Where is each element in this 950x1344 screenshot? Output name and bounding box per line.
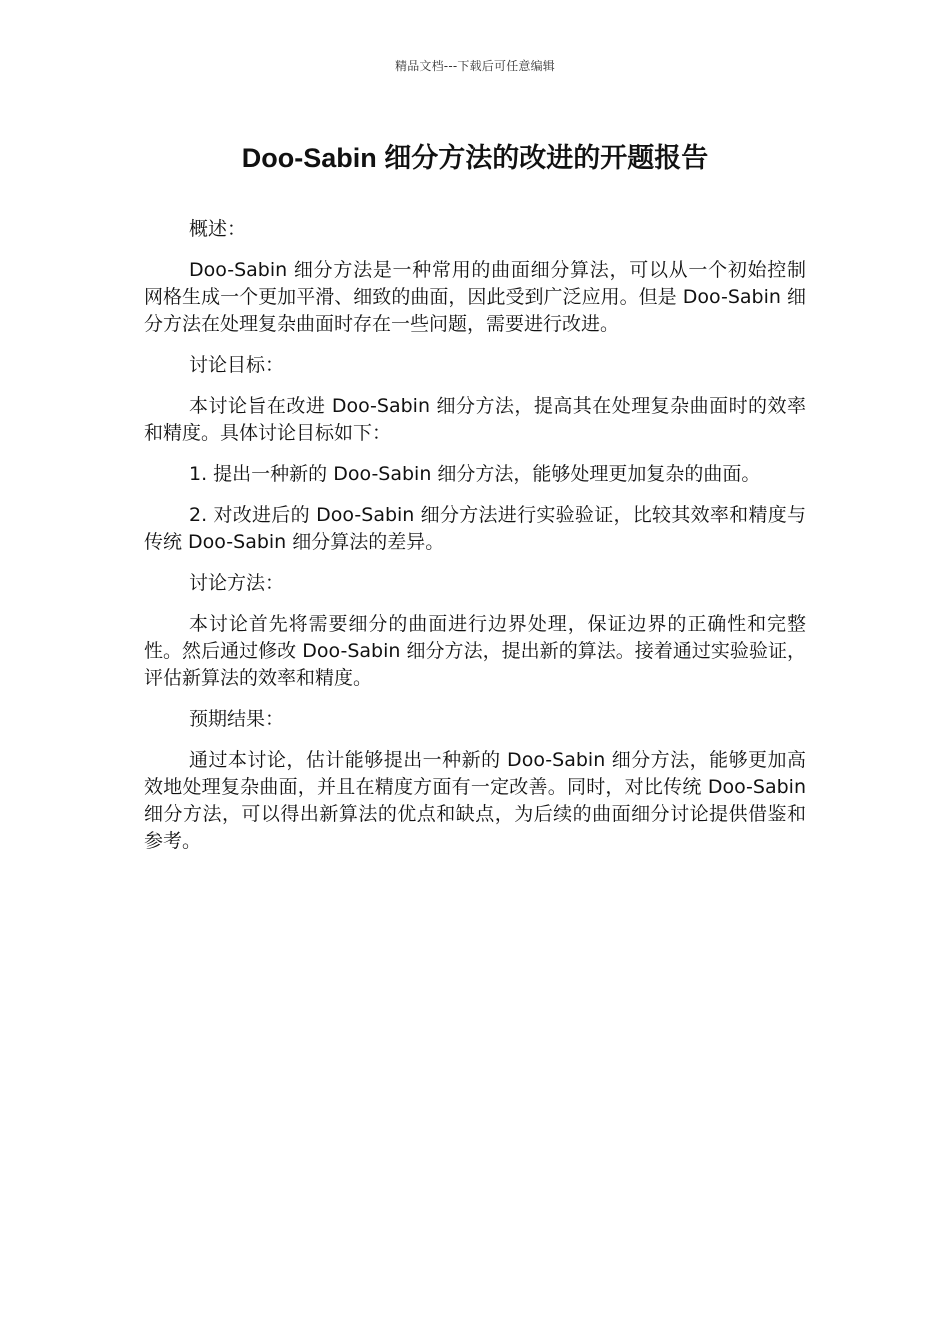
goal-heading: 讨论目标： bbox=[189, 354, 285, 376]
goal-item-1: 1. 提出一种新的 Doo-Sabin 细分方法，能够处理更加复杂的曲面。 bbox=[189, 463, 761, 485]
page-header: 精品文档---下载后可任意编辑 bbox=[395, 59, 555, 73]
goal-item-2: 2. 对改进后的 Doo-Sabin 细分方法进行实验验证，比较其效率和精度与传统 Doo-Sabin 细分算法的差异。 bbox=[144, 504, 806, 553]
document-body bbox=[144, 216, 806, 869]
overview-heading: 概述： bbox=[189, 218, 247, 240]
document-title: Doo-Sabin 细分方法的改进的开题报告 bbox=[241, 143, 709, 173]
method-paragraph: 本讨论首先将需要细分的曲面进行边界处理，保证边界的正确性和完整性。然后通过修改 Doo-Sabin 细分方法，提出新的算法。接着通过实验验证，评估新算法的效率和精度。 bbox=[144, 613, 806, 689]
overview-paragraph: Doo-Sabin 细分方法是一种常用的曲面细分算法，可以从一个初始控制网格生成一个更加平滑、细致的曲面，因此受到广泛应用。但是 Doo-Sabin 细分方法在处理复杂曲面时存在一些问题，需要进行改进。 bbox=[144, 259, 806, 335]
method-heading: 讨论方法： bbox=[189, 572, 285, 594]
result-paragraph: 通过本讨论，估计能够提出一种新的 Doo-Sabin 细分方法，能够更加高效地处理复杂曲面，并且在精度方面有一定改善。同时，对比传统 Doo-Sabin 细分方法，可以得出新算法的优点和缺点，为后续的曲面细分讨论提供借鉴和参考。 bbox=[144, 749, 806, 852]
goal-paragraph: 本讨论旨在改进 Doo-Sabin 细分方法，提高其在处理复杂曲面时的效率和精度。具体讨论目标如下： bbox=[144, 395, 806, 444]
result-heading: 预期结果： bbox=[189, 708, 285, 730]
